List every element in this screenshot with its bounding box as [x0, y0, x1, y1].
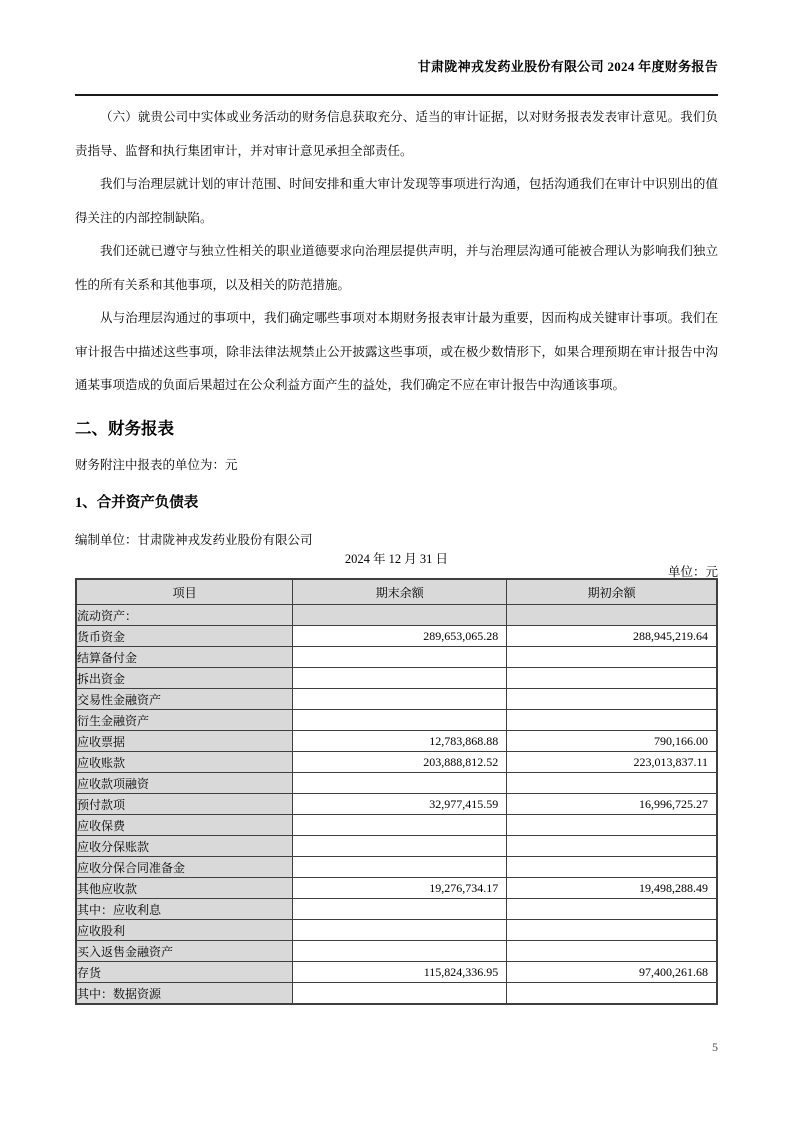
row-item-label: 拆出资金	[76, 668, 293, 689]
table-row	[76, 962, 717, 983]
row-ending-balance	[293, 710, 507, 731]
row-ending-balance	[293, 668, 507, 689]
row-ending-balance: 19,276,734.17	[293, 878, 507, 899]
row-ending-balance	[293, 836, 507, 857]
row-item-label: 流动资产：	[76, 605, 293, 626]
table-row	[76, 794, 717, 815]
row-item-label: 应收股利	[76, 920, 293, 941]
unit-label: 单位：元	[667, 565, 718, 579]
row-ending-balance	[293, 941, 507, 962]
row-ending-balance	[293, 605, 507, 626]
table-row	[76, 920, 717, 941]
unit-note: 财务附注中报表的单位为：元	[75, 458, 238, 472]
table-row	[76, 668, 717, 689]
balance-sheet-table	[75, 578, 718, 1005]
row-ending-balance: 289,653,065.28	[293, 626, 507, 647]
table-row	[76, 941, 717, 962]
row-ending-balance: 115,824,336.95	[293, 962, 507, 983]
table-row	[76, 731, 717, 752]
row-item-label: 应收分保合同准备金	[76, 857, 293, 878]
row-beginning-balance	[507, 983, 717, 1005]
row-ending-balance	[293, 689, 507, 710]
row-item-label: 应收分保账款	[76, 836, 293, 857]
row-ending-balance	[293, 899, 507, 920]
audit-paragraph-1: （六）就贵公司中实体或业务活动的财务信息获取充分、适当的审计证据，以对财务报表发表审计意见。我们负责指导、监督和执行集团审计，并对审计意见承担全部责任。	[75, 110, 718, 158]
audit-report-paragraphs	[75, 101, 718, 403]
table-row	[76, 899, 717, 920]
table-row	[76, 647, 717, 668]
audit-paragraph-3: 我们还就已遵守与独立性相关的职业道德要求向治理层提供声明，并与治理层沟通可能被合理认为影响我们独立性的所有关系和其他事项，以及相关的防范措施。	[75, 244, 718, 292]
column-header-ending-balance: 期末余额	[293, 579, 507, 605]
row-item-label: 交易性金融资产	[76, 689, 293, 710]
table-row	[76, 836, 717, 857]
document-header-title: 甘肃陇神戎发药业股份有限公司 2024 年度财务报告	[417, 59, 718, 74]
subsection-title: 1、合并资产负债表	[75, 495, 199, 511]
row-ending-balance: 203,888,812.52	[293, 752, 507, 773]
row-item-label: 应收款项融资	[76, 773, 293, 794]
row-beginning-balance	[507, 605, 717, 626]
row-ending-balance	[293, 815, 507, 836]
table-row	[76, 878, 717, 899]
row-ending-balance: 32,977,415.59	[293, 794, 507, 815]
row-beginning-balance	[507, 836, 717, 857]
row-beginning-balance	[507, 647, 717, 668]
table-row	[76, 983, 717, 1005]
table-row	[76, 773, 717, 794]
row-item-label: 应收保费	[76, 815, 293, 836]
row-item-label: 货币资金	[76, 626, 293, 647]
row-beginning-balance	[507, 941, 717, 962]
row-item-label: 存货	[76, 962, 293, 983]
row-item-label: 其中：应收利息	[76, 899, 293, 920]
table-row	[76, 605, 717, 626]
balance-sheet-rows	[76, 605, 717, 1005]
row-ending-balance: 12,783,868.88	[293, 731, 507, 752]
row-ending-balance	[293, 857, 507, 878]
statement-date: 2024 年 12 月 31 日	[344, 552, 449, 566]
row-beginning-balance	[507, 668, 717, 689]
row-beginning-balance: 790,166.00	[507, 731, 717, 752]
row-ending-balance	[293, 920, 507, 941]
row-ending-balance	[293, 647, 507, 668]
column-header-beginning-balance: 期初余额	[507, 579, 717, 605]
row-item-label: 其中：数据资源	[76, 983, 293, 1005]
table-row	[76, 815, 717, 836]
row-beginning-balance	[507, 857, 717, 878]
table-row	[76, 752, 717, 773]
row-item-label: 应收账款	[76, 752, 293, 773]
row-item-label: 衍生金融资产	[76, 710, 293, 731]
row-ending-balance	[293, 773, 507, 794]
row-beginning-balance	[507, 920, 717, 941]
row-beginning-balance: 288,945,219.64	[507, 626, 717, 647]
audit-paragraph-4: 从与治理层沟通过的事项中，我们确定哪些事项对本期财务报表审计最为重要，因而构成关键审计事项。我们在审计报告中描述这些事项，除非法律法规禁止公开披露这些事项，或在极少数情形下，如果合理预期在审计报告中沟通某事项造成的负面后果超过在公众利益方面产生的益处，我们确定不应在审计报告中沟通该事项。	[75, 311, 718, 392]
row-beginning-balance	[507, 815, 717, 836]
row-beginning-balance	[507, 710, 717, 731]
table-row	[76, 710, 717, 731]
row-item-label: 买入返售金融资产	[76, 941, 293, 962]
row-beginning-balance: 16,996,725.27	[507, 794, 717, 815]
row-beginning-balance	[507, 773, 717, 794]
header-divider	[75, 94, 718, 96]
row-beginning-balance: 223,013,837.11	[507, 752, 717, 773]
row-beginning-balance: 97,400,261.68	[507, 962, 717, 983]
row-beginning-balance	[507, 899, 717, 920]
row-beginning-balance	[507, 689, 717, 710]
row-item-label: 预付款项	[76, 794, 293, 815]
table-header-row	[76, 579, 717, 605]
table-row	[76, 857, 717, 878]
row-item-label: 应收票据	[76, 731, 293, 752]
prepared-by: 编制单位：甘肃陇神戎发药业股份有限公司	[75, 533, 313, 547]
row-ending-balance	[293, 983, 507, 1005]
column-header-item: 项目	[76, 579, 293, 605]
audit-paragraph-2: 我们与治理层就计划的审计范围、时间安排和重大审计发现等事项进行沟通，包括沟通我们在审计中识别出的值得关注的内部控制缺陷。	[75, 177, 718, 225]
table-row	[76, 689, 717, 710]
row-item-label: 结算备付金	[76, 647, 293, 668]
table-row	[76, 626, 717, 647]
section-title: 二、财务报表	[75, 419, 174, 438]
row-item-label: 其他应收款	[76, 878, 293, 899]
row-beginning-balance: 19,498,288.49	[507, 878, 717, 899]
page-number: 5	[712, 1040, 718, 1054]
